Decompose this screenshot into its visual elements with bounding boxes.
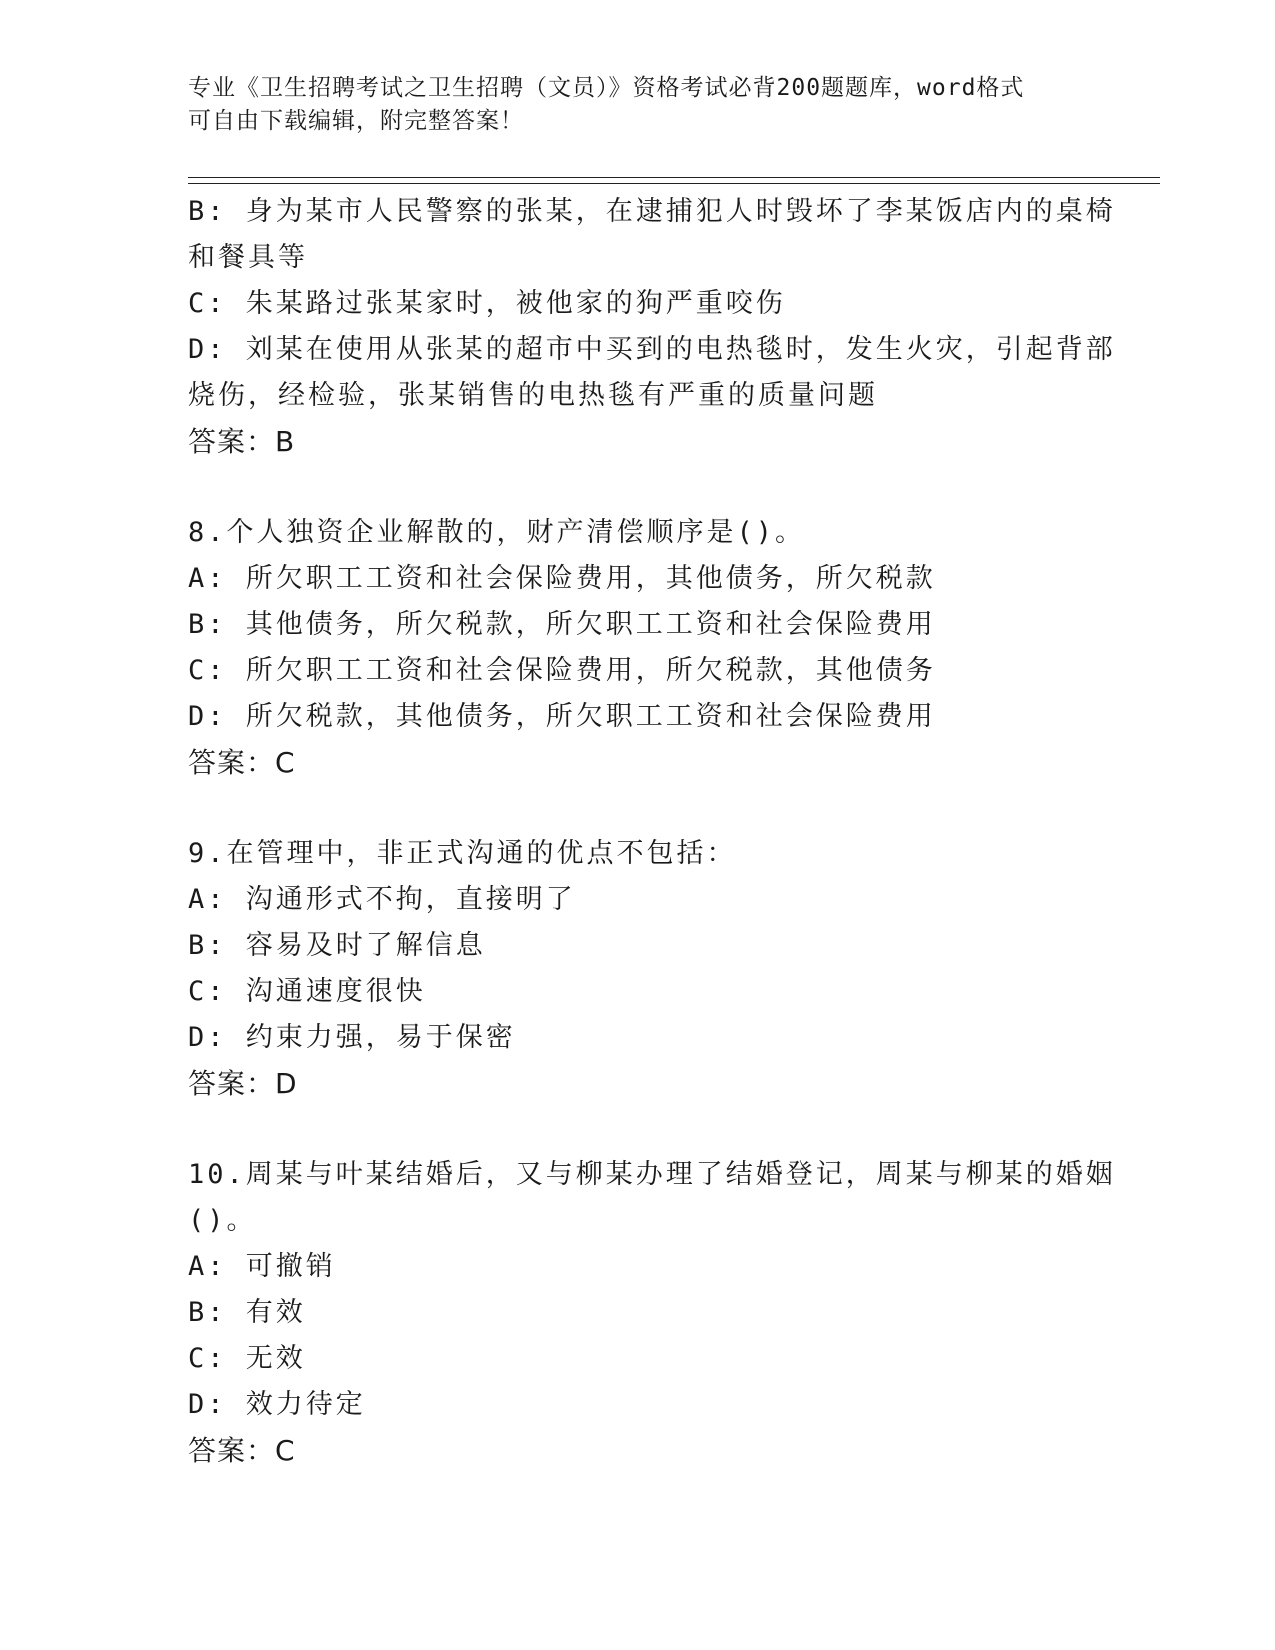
spacer: [188, 465, 1088, 510]
option-b: B: 有效: [188, 1297, 306, 1328]
option-d-line-2: 烧伤，经检验，张某销售的电热毯有严重的质量问题: [188, 380, 878, 411]
spacer: [188, 1107, 1088, 1152]
option-c: C: 朱某路过张某家时，被他家的狗严重咬伤: [188, 288, 786, 319]
option-a: A: 沟通形式不拘，直接明了: [188, 884, 576, 915]
option-b-line-1: B: 身为某市人民警察的张某，在逮捕犯人时毁坏了李某饭店内的桌椅: [188, 196, 1116, 227]
option-d: D: 约束力强，易于保密: [188, 1022, 516, 1053]
spacer: [188, 786, 1088, 831]
header-title-line-1: 专业《卫生招聘考试之卫生招聘（文员）》资格考试必背200题题库，word格式: [188, 75, 1025, 101]
option-d: D: 所欠税款，其他债务，所欠职工工资和社会保险费用: [188, 701, 936, 732]
option-b: B: 其他债务，所欠税款，所欠职工工资和社会保险费用: [188, 609, 936, 640]
answer-label: 答案：C: [188, 746, 296, 779]
question-9: [188, 831, 1088, 1107]
answer-label: 答案：C: [188, 1434, 296, 1467]
option-d: D: 效力待定: [188, 1389, 366, 1420]
question-list: [188, 189, 1116, 1474]
header-title-line-2: 可自由下载编辑，附完整答案！: [188, 108, 524, 134]
document-header: [188, 72, 1088, 138]
option-c: C: 沟通速度很快: [188, 976, 426, 1007]
option-a: A: 所欠职工工资和社会保险费用，其他债务，所欠税款: [188, 563, 936, 594]
option-a: A: 可撤销: [188, 1251, 336, 1282]
question-7-tail: [188, 189, 1116, 465]
question-text: 8.个人独资企业解散的，财产清偿顺序是()。: [188, 517, 806, 548]
question-text-line-2: ()。: [188, 1205, 257, 1236]
answer-label: 答案：D: [188, 1067, 298, 1100]
question-10: [188, 1152, 1116, 1474]
header-divider-top: [188, 177, 1160, 178]
question-text-line-1: 10.周某与叶某结婚后，又与柳某办理了结婚登记，周某与柳某的婚姻: [188, 1159, 1116, 1190]
option-c: C: 无效: [188, 1343, 306, 1374]
option-b-line-2: 和餐具等: [188, 242, 308, 273]
option-b: B: 容易及时了解信息: [188, 930, 486, 961]
question-8: [188, 510, 1088, 786]
answer-label: 答案：B: [188, 425, 296, 458]
option-d-line-1: D: 刘某在使用从张某的超市中买到的电热毯时，发生火灾，引起背部: [188, 334, 1116, 365]
header-divider-bottom: [188, 183, 1160, 184]
question-text: 9.在管理中，非正式沟通的优点不包括：: [188, 838, 737, 869]
option-c: C: 所欠职工工资和社会保险费用，所欠税款，其他债务: [188, 655, 936, 686]
